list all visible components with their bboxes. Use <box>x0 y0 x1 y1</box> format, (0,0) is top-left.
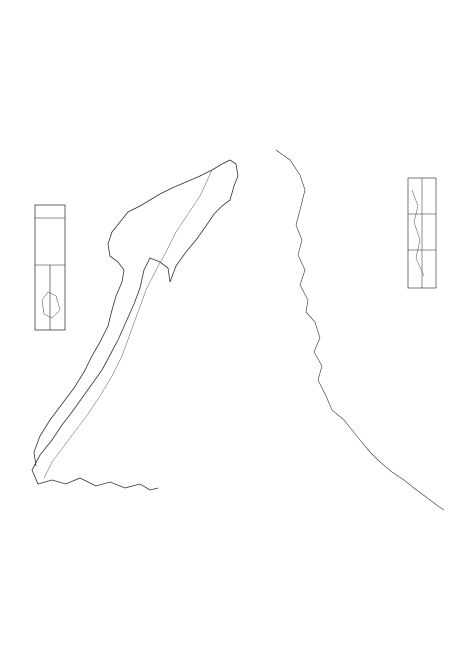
map-coastline <box>32 160 238 490</box>
distribution-map <box>32 160 238 490</box>
chart-inset <box>408 178 436 288</box>
altitude-profile <box>276 150 444 510</box>
map-inset <box>35 205 65 330</box>
map-admin-boundary <box>44 170 212 478</box>
altitude-chart <box>276 150 444 510</box>
